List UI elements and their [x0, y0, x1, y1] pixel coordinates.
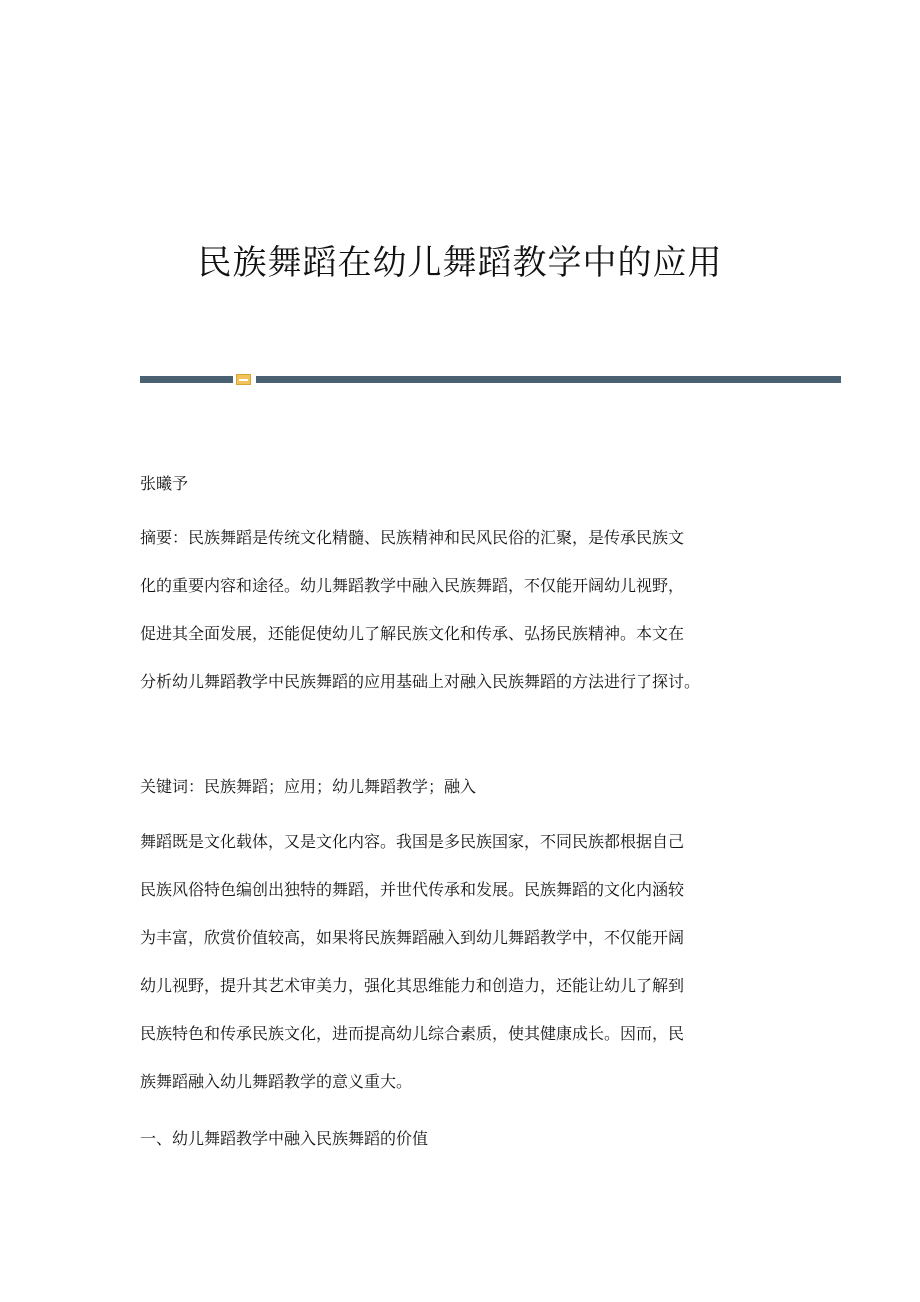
- body-line: 幼儿视野，提升其艺术审美力，强化其思维能力和创造力，还能让幼儿了解到: [140, 976, 685, 995]
- abstract-line: 促进其全面发展，还能促使幼儿了解民族文化和传承、弘扬民族精神。本文在: [140, 624, 685, 643]
- divider-bar-left: [140, 376, 233, 383]
- abstract-line: 摘要：民族舞蹈是传统文化精髓、民族精神和民风民俗的汇聚，是传承民族文: [140, 528, 685, 547]
- body-line: 舞蹈既是文化载体，又是文化内容。我国是多民族国家，不同民族都根据自己: [140, 832, 685, 851]
- divider-bar-right: [256, 376, 841, 383]
- section-heading: 一、幼儿舞蹈教学中融入民族舞蹈的价值: [140, 1129, 429, 1148]
- divider-mark-icon: [236, 374, 251, 385]
- abstract-line: 分析幼儿舞蹈教学中民族舞蹈的应用基础上对融入民族舞蹈的方法进行了探讨。: [140, 672, 701, 691]
- keywords: 关键词：民族舞蹈；应用；幼儿舞蹈教学；融入: [140, 777, 477, 796]
- author-name: 张曦予: [140, 474, 189, 493]
- body-line: 为丰富，欣赏价值较高，如果将民族舞蹈融入到幼儿舞蹈教学中，不仅能开阔: [140, 928, 685, 947]
- body-line: 族舞蹈融入幼儿舞蹈教学的意义重大。: [140, 1072, 413, 1091]
- document-title: 民族舞蹈在幼儿舞蹈教学中的应用: [197, 242, 723, 283]
- abstract-line: 化的重要内容和途径。幼儿舞蹈教学中融入民族舞蹈，不仅能开阔幼儿视野，: [140, 576, 685, 595]
- body-line: 民族特色和传承民族文化，进而提高幼儿综合素质，使其健康成长。因而，民: [140, 1024, 685, 1043]
- title-divider: [140, 374, 841, 386]
- body-line: 民族风俗特色编创出独特的舞蹈，并世代传承和发展。民族舞蹈的文化内涵较: [140, 880, 685, 899]
